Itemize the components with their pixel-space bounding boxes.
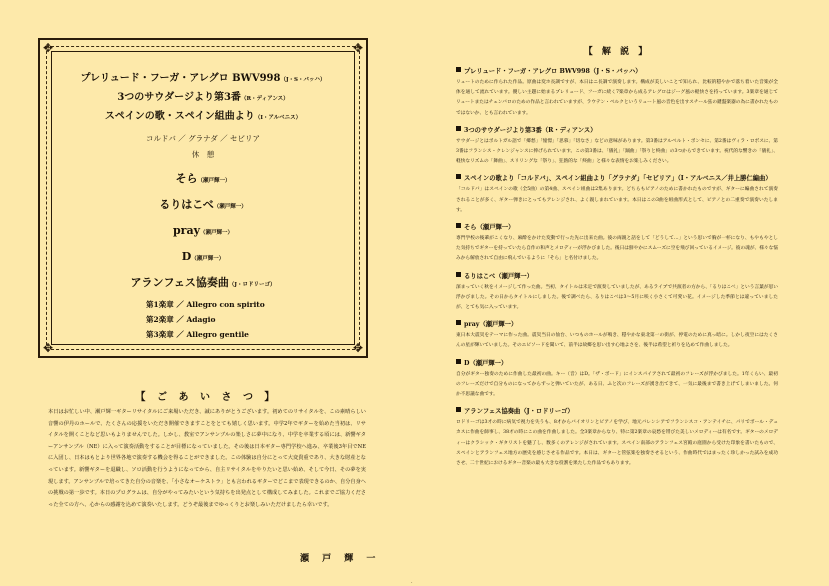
program-item	[38, 245, 368, 271]
program-item	[38, 70, 368, 89]
program-item-title: そら	[175, 172, 198, 185]
program-item-title: コルドバ ／ グラナダ ／ セビリア	[145, 134, 260, 143]
note-title: スペインの歌より「コルドバ」、スペイン組曲より「グラナダ」「セビリア」（I・アルベニス／井上勝仁編曲）	[464, 175, 772, 183]
note-body: 専門学校の後輩がこくなり、麻酔をかけた変動で行った先に出来た曲。彼の両親と話をして「どうして…」という思いで胸が一杯になり、もやもやとした気持ちでギターを持っていたら自作の和声とメロディーが浮かびました。後日は鮮やかにスムーズに空を飛び回っているイメージ。彼の魂が、様々な悩みから解放されて自由に飛んでいるように「そら」と名付けました。	[456, 236, 778, 262]
program-item-composer: （瀬戸輝一）	[213, 204, 247, 210]
program-item-composer: （J・ロドリーゴ）	[228, 282, 276, 288]
note-body: リュートのために作られた作品。原曲は変ホ長調ですが、本日はニ長調で演奏します。構成が美しいことで知られ、比較的穏やかで落ち着いた音楽が全体を通して流れています。優しい主題に始まるプレリュード、フーガに続く7楽章から成るアレグロはジーグ風の軽快さを持っています。3楽章を通じてリュートまたはチェンバロのための作品と言われていますが、ラウテン・ベルクというリュート風の音色を出すスチール弦の鍵盤楽器の為に書かれたものではないか、とも言われています。	[456, 80, 778, 116]
corner-ornament-icon: ✥	[43, 341, 54, 355]
corner-ornament-icon: ✥	[43, 41, 54, 55]
program-list	[38, 70, 368, 342]
note-heading	[456, 173, 778, 185]
program-item	[38, 147, 368, 163]
note-body: 自分がギター独奏のために作曲した最初の曲。キー（音）はD。「ザ・ボード」にインスパイアされて最初のフレーズが浮かびました。1年くらい、最初のフレーズだけで自分ものになってからずっと弾いていたが、ある日、ふと次のフレーズが湧き出てきて、一気に最後まで書き上げてしまいました。何か不思議な曲です。	[456, 371, 778, 398]
program-item	[38, 219, 368, 245]
commentary-notes	[456, 66, 778, 475]
square-bullet-icon	[456, 359, 461, 364]
note-body: 「コルドバ」はスペインの歌（全5曲）の第4曲、スペイン組曲は2集あります。どちらもピアノのために書かれたものですが、ギターに編曲されて演奏されることが多く、ギター弾きにとってもアレンジされ、よく親しまれています。本日はこの3曲を組曲形式として、ピアノとの二重奏で演奏いたします。	[456, 187, 778, 213]
note-heading	[456, 358, 778, 370]
greeting-body: 本日はお忙しい中、瀬戸輝一ギターリサイタルにご来場いただき、誠にありがとうございます。初めてのリサイタルを、この素晴らしい音響の伊丹のホールで、たくさんの応援をいただき開催できますことをとても嬉しく思います。中学2年でギターを始めた当初は、リサイタルを開くことなど思いもよりませんでした。しかし、教室でアンサンブルの楽しさに夢中になり、中学を卒業する頃には、新響ギターアンサンブル（NE）に入って演奏活動をすることが目標になっていました。その後は日本ギター専門学校へ進み、卒業後3年目でNEに入団し、日本はもとより世界各地で演奏する機会を得ることができました。この体験は自分にとって大変貴重であり、大きな財産となっています。新響ギターを退職し、ソロ活動を行うようになってから、自主リサイタルをやりたいと思い始め、そして今日、その夢を実現します。アンサンブルで培ってきた自分の音楽を、「小さなオーケストラ」とも言われるギターでどこまで表現できるのか、自分自身への挑戦の第一歩です。本日のプログラムは、自分がやってみたいという気持ちを出発点として構成してみました。これまでご協力くださった全ての方へ、心からの感謝を込めて演奏いたします。どうぞ最後までゆっくりとお楽しみいただけましたら幸いです。	[48, 409, 366, 508]
movement-item: 第3楽章 ／ Allegro gentile	[146, 330, 249, 339]
note-body: 東日本大震災をテーマに作った曲。震災当日の仙台、いつものホールが鳴き、穏やかな東北第一の街が、停電のために真っ暗に。しかし夜空にはたくさんの星が輝いていました。そのエピソードを聞いて、前半は故郷を思い出す心地よさを、後半は希望と祈りを込めて作曲しました。	[456, 333, 778, 349]
program-item-title: るりはこべ	[159, 198, 214, 211]
note-body: サウダージとはポルトガル語で「郷愁」「憧憬」「思慕」「切なさ」などの意味があります。第3番はアルベルト・ポンセに、第2番はヴィラ・ロボスに、第3番はフランシス・クレンジャンスに捧げられています。この第3番は、「儀礼」「踊曲」「祭りと終曲」の3つからできています。祝代的な響きの「儀礼」、軽快なリズムの「舞曲」、スリリングな「祭り」、狂熱的な「終曲」と様々な表情をお楽しみください。	[456, 138, 778, 165]
program-item	[38, 193, 368, 219]
corner-ornament-icon: ✥	[352, 41, 363, 55]
note-heading	[456, 406, 778, 418]
greeting-heading: 【 ご あ い さ つ 】	[135, 392, 279, 403]
movement-item: 第2楽章 ／ Adagio	[146, 315, 216, 324]
program-item-title: 休 憩	[191, 150, 215, 159]
square-bullet-icon	[456, 67, 461, 72]
note-title: pray（瀬戸輝一）	[464, 321, 518, 329]
square-bullet-icon	[456, 223, 461, 228]
note-body: ロドリーゴは3才の時に病気で視力を失うも、8才からバイオリンとピアノを学び、地元バレンシアでフランシスコ・アンテイチに、パリでポール・デュカスに作曲を師事し、38才の時にこの曲を作曲しました。全3楽章からなり、特に第2楽章の哀愁を帯びた美しいメロディーは有名です。ギターのメロディーはクラシック・ギタリストを魅了し、数多くのアレンジがされています。スペイン南部のアランフェス宮殿の庭園から受けた印象を書いたもので、スペインとアランフェス地方の歴史を感じさせる作品です。本日は、ギターと管弦楽を独奏させるという、作曲時代ではまったく珍しかった試みを成功させ、二十世紀におけるギター音楽の最も大きな役割を果たした作品でもあります。	[456, 420, 778, 467]
program-item-composer: （瀬戸輝一）	[191, 256, 225, 262]
movement-item: 第1楽章 ／ Allegro con spirito	[146, 300, 265, 309]
note-title: 3つのサウダージより第3番（R・ディアンス）	[464, 126, 597, 134]
program-item-composer: （瀬戸輝一）	[197, 178, 231, 184]
square-bullet-icon	[456, 174, 461, 179]
note-title: アランフェス協奏曲（J・ロドリーゴ）	[464, 408, 574, 416]
program-item-composer: （瀬戸輝一）	[200, 230, 234, 236]
note-body: 深まっていく秋をイメージして作った曲。当初、タイトルは未定で演奏していましたが、あるライブで共演者の方から、「るりはこべ」という言葉が思い浮かびました。その日からタイトルにしました。後で調べたら、るりはこべは3〜5月に咲く小さくて可愛い花。イメージした季節とは違っていましたが、とても気に入っています。	[456, 284, 778, 311]
square-bullet-icon	[456, 320, 461, 325]
program-item-composer: （R・ディアンス）	[240, 96, 289, 102]
square-bullet-icon	[456, 272, 461, 277]
program-item-composer: （I・アルベニス）	[254, 115, 302, 121]
note-heading	[456, 66, 778, 78]
program-item	[38, 89, 368, 108]
program-item-composer: （J・S・バッハ）	[280, 77, 326, 83]
corner-ornament-icon: ✥	[352, 341, 363, 355]
program-item	[38, 108, 368, 127]
note-title: そら（瀬戸輝一）	[464, 224, 515, 232]
program-item-title: プレリュード・フーガ・アレグロ BWV998	[80, 73, 281, 84]
program-item-title: D	[181, 250, 192, 263]
commentary-heading: 【 解 説 】	[583, 47, 651, 57]
program-item-title: 3つのサウダージより第3番	[117, 92, 241, 103]
program-item-title: アランフェス協奏曲	[130, 276, 229, 289]
program-item-title: pray	[172, 224, 200, 237]
program-item	[38, 131, 368, 147]
note-heading	[456, 271, 778, 283]
note-title: るりはこべ（瀬戸輝一）	[464, 272, 534, 280]
note-heading	[456, 125, 778, 137]
note-title: D（瀬戸輝一）	[464, 359, 508, 367]
note-heading	[456, 222, 778, 234]
square-bullet-icon	[456, 407, 461, 412]
square-bullet-icon	[456, 126, 461, 131]
program-item-title: スペインの歌・スペイン組曲より	[104, 111, 255, 122]
note-heading	[456, 319, 778, 331]
program-item	[38, 271, 368, 297]
note-title: プレリュード・フーガ・アレグロ BWV998（J・S・バッハ）	[464, 68, 642, 75]
page-marker: ·	[411, 580, 413, 586]
signature: 瀬 戸 輝 一	[300, 554, 381, 564]
program-item	[38, 167, 368, 193]
